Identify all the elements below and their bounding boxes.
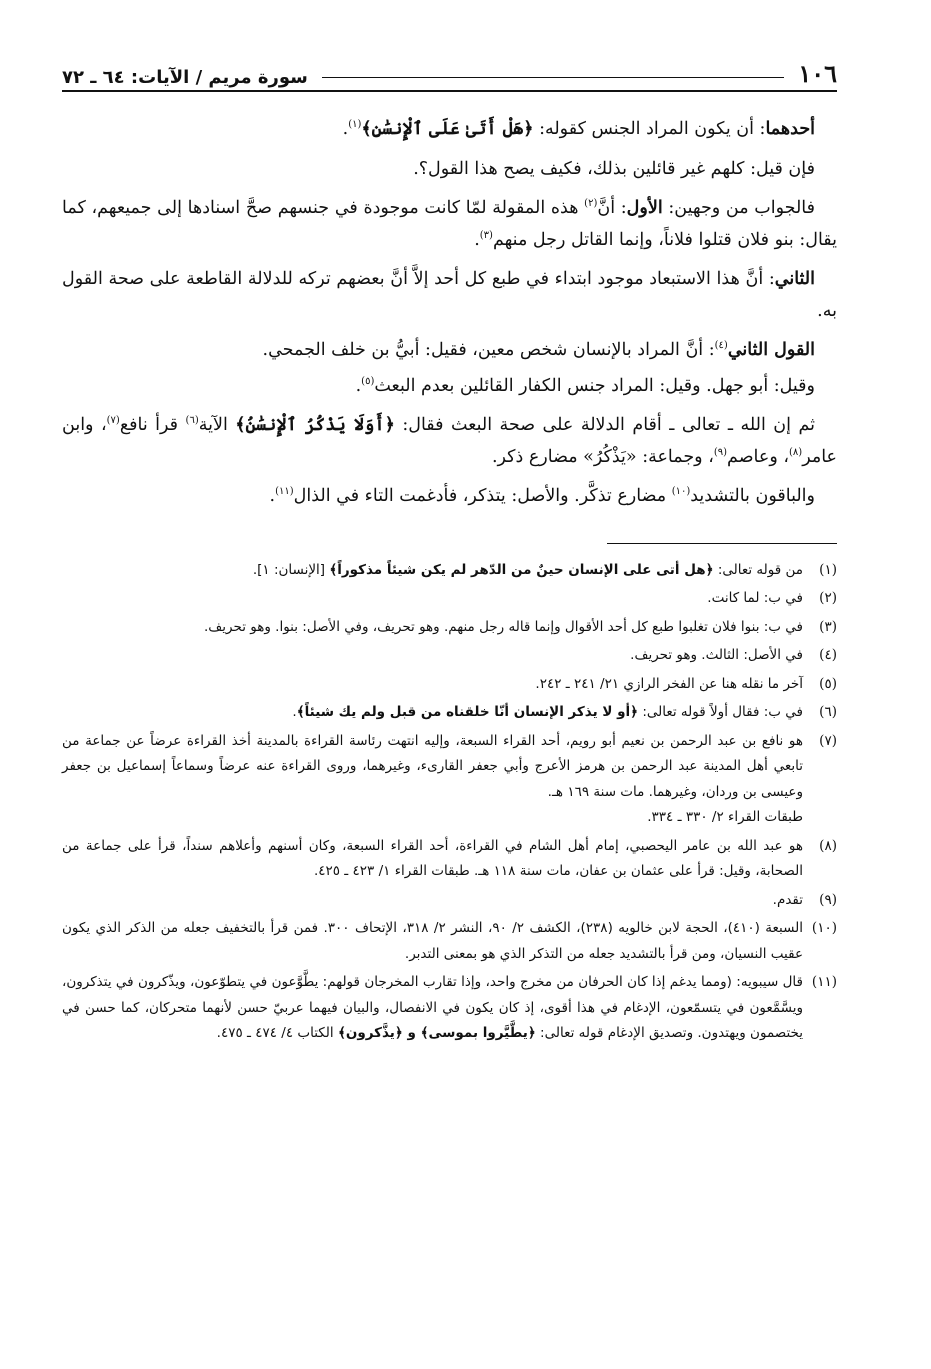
footnote-text	[62, 970, 803, 1047]
footnote-mark: (٣)	[819, 618, 837, 635]
footnote-ref: (٥)	[361, 375, 375, 387]
text-run: ، وعاصم	[727, 446, 789, 467]
paragraph	[62, 335, 837, 367]
text-run: قال سيبويه: (ومما يدغم إذا كان الحرفان من مخرج واحد، وإذا تقارب المخرجان قولهم: يطَّوَّعون في يتطوّعون، ويذّكرون في يتذكرون، ويسَّمَّعون في يتسمّعون، الإدغام في هذا أقوى، إذ كان يكون في الانفصال، والبيان فيهما عربيّ حسن لأنهما متحركان، كما حسن في يختصمون ويهتدون. وتصديق الإدغام قوله تعالى:	[62, 974, 803, 1041]
footnote-mark: (٢)	[819, 590, 837, 606]
text-run: فإن قيل: كلهم غير قائلين بذلك، فكيف يصح هذا القول؟.	[413, 158, 815, 179]
header-rule	[322, 77, 784, 78]
footnote	[62, 615, 837, 641]
text-run: .	[342, 119, 349, 139]
footnote-text: تقدم.	[772, 891, 803, 908]
footnote	[62, 970, 837, 1047]
paragraph	[62, 193, 837, 256]
text-run: : أنَّ المراد بالإنسان شخص معين، فقيل: أبيُّ بن خلف الجمحي.	[262, 340, 715, 360]
footnote-ref: (٨)	[789, 446, 803, 458]
main-text	[62, 114, 837, 513]
footnote-ref: (٧)	[106, 415, 120, 427]
footnote-mark: (٦)	[819, 704, 837, 720]
footnote-text: في الأصل: الثالث. وهو تحريف.	[630, 647, 803, 663]
text-run: ثم إن الله ـ تعالى ـ أقام الدلالة على صحة البعث فقال:	[394, 415, 815, 435]
footnote-ref: (٢)	[584, 198, 598, 210]
footnote	[62, 672, 837, 698]
text-run: .	[269, 486, 276, 506]
footnote-text	[62, 558, 803, 584]
footnote-text: هو عبد الله بن عامر اليحصبي، إمام أهل الشام في القراءة، أحد القراء السبعة، وكان أسنهم وأعلاهم سنداً، قرأ على جماعة من الصحابة، وقيل: قرأ على عثمان بن عفان، مات سنة ١١٨ هـ. طبقات القراء ١/ ٤٢٣ ـ ٤٢٥.	[62, 837, 803, 879]
paragraph	[62, 481, 837, 513]
footnote-ref: (١١)	[275, 486, 294, 498]
text-run: ، وجماعة: «يَذْكُرُ» مضارع ذكر.	[491, 446, 714, 467]
footnote-ref: (٤)	[714, 340, 728, 352]
footnote	[62, 888, 837, 914]
footnote-ref: (١٠)	[671, 486, 691, 498]
keyword: أحدهما	[765, 119, 815, 139]
text-run: هذه المقولة لمّا كانت موجودة في جنسهم صحَّ اسنادها إلى جميعهم، كما يقال: بنو فلان قتلوا فلاناً، وإنما القاتل رجل منهم	[62, 198, 837, 250]
text-run: من قوله تعالى:	[713, 561, 803, 578]
footnote	[62, 700, 837, 726]
text-run: .	[355, 375, 362, 396]
keyword: الثاني	[774, 269, 815, 289]
text-run: .	[474, 229, 480, 250]
footnote	[62, 643, 837, 669]
text-run: : أنَّ هذا الاستبعاد موجود ابتداء في طبع كل أحد إلاَّ أنَّ بعضهم تركه للدلالة القاطعة على صحة القول به.	[62, 269, 837, 321]
footnote-mark: (٧)	[819, 732, 837, 749]
footnote	[62, 729, 837, 831]
book-page	[62, 52, 837, 1050]
text-run: : أنَّ	[597, 198, 627, 218]
text-run: الآية	[198, 415, 236, 435]
page-number: ١٠٦	[798, 59, 837, 88]
page-header	[62, 52, 837, 92]
footnote-mark: (٩)	[819, 891, 837, 908]
footnote	[62, 916, 837, 967]
running-title: سورة مريم / الآيات: ٦٤ ـ ٧٢	[62, 67, 308, 88]
footnote-text	[62, 700, 803, 726]
text-run: هو نافع بن عبد الرحمن بن نعيم أبو رويم، أحد القراء السبعة، وإليه انتهت رئاسة القراءة بالمدينة أخذ القراءة عرضاً عن جماعة من تابعي أهل المدينة عبد الرحمن بن هرمز الأعرج وأبي جعفر القارىء، وغيرهما، وروى القراءة عنه عرضاً وسماعاً إسماعيل بن جعفر وعيسى بن وردان، وغيرهما. مات سنة ١٦٩ هـ.	[62, 732, 803, 800]
text-run: فالجواب من وجهين:	[662, 198, 816, 218]
paragraph	[62, 264, 837, 327]
footnote-separator	[607, 543, 837, 544]
footnote	[62, 558, 837, 584]
footnotes	[62, 558, 837, 1047]
footnote	[62, 586, 837, 612]
text-run: مضارع تذكَّر. والأصل: يتذكر، فأدغمت التاء في الذال	[293, 486, 672, 506]
footnote-mark: (١)	[819, 561, 837, 578]
footnote-mark: (١١)	[811, 974, 837, 990]
text-run: قرأ نافع	[119, 415, 186, 435]
text-run: الكتاب ٤/ ٤٧٤ ـ ٤٧٥.	[216, 1025, 338, 1041]
footnote-text: في ب: بنوا فلان تغلبوا طبع كل أحد الأقوال وإنما قاله رجل منهم. وهو تحريف، وفي الأصل: بنوا. وهو تحريف.	[204, 618, 803, 635]
text-run: وقيل: أبو جهل. وقيل: المراد جنس الكفار القائلين بعدم البعث	[374, 375, 815, 396]
footnote-mark: (٨)	[819, 837, 837, 854]
paragraph	[62, 371, 837, 403]
text-run: والباقون بالتشديد	[690, 486, 815, 506]
footnote	[62, 834, 837, 885]
footnote-text: في ب: لما كانت.	[707, 590, 803, 606]
footnote-mark: (١٠)	[811, 920, 837, 936]
footnote-text	[62, 729, 803, 831]
quran-verse: ﴿أَوَلَا يَذْكُرُ ٱلْإِنسَٰنُ﴾	[235, 415, 395, 435]
footnote-text: آخر ما نقله هنا عن الفخر الرازي ٢١/ ٢٤١ ـ ٢٤٢.	[535, 675, 803, 692]
keyword: الأول	[626, 198, 663, 218]
text-run: : أن يكون المراد الجنس كقوله:	[533, 119, 766, 139]
footnote-ref: (٦)	[185, 415, 199, 427]
quran-verse: ﴿هَلْ أَتَىٰ عَلَى ٱلْإِنسَٰنِ﴾	[361, 119, 534, 139]
footnote-mark: (٤)	[819, 647, 837, 663]
quran-verse: ﴿هل أتى على الإنسان حينٌ من الدّهر لم يكن شيئاً مذكوراً﴾	[329, 561, 714, 578]
quran-verse: ﴿يطَّيَّروا بموسى﴾ و ﴿يذَّكرون﴾	[337, 1025, 536, 1041]
quran-verse: ﴿أو لا يذكر الإنسان أنّا خلقناه من قبل ولم يك شيئاً﴾	[296, 704, 639, 720]
footnote-ref: (١)	[348, 119, 362, 131]
text-run: طبقات القراء ٢/ ٣٣٠ ـ ٣٣٤.	[647, 809, 803, 825]
text-run: في ب: فقال أولاً قوله تعالى:	[638, 704, 803, 720]
keyword: القول الثاني	[727, 340, 815, 360]
footnote-ref: (٣)	[479, 229, 493, 241]
paragraph	[62, 410, 837, 473]
paragraph	[62, 154, 837, 186]
footnote-text: السبعة (٤١٠)، الحجة لابن خالويه (٢٣٨)، الكشف ٢/ ٩٠، النشر ٢/ ٣١٨، الإتحاف ٣٠٠. فمن قرأ بالتخفيف جعله من الذكر الذي يكون عقيب النسيان، ومن قرأ بالتشديد جعله من التذكر الذي هو بمعنى التدبر.	[62, 920, 804, 962]
text-run: ، وابن عامر	[62, 415, 837, 467]
footnote-mark: (٥)	[819, 675, 837, 692]
text-run: .	[292, 704, 297, 720]
paragraph	[62, 114, 837, 146]
text-run: [الإنسان: ١].	[252, 561, 330, 578]
footnote-ref: (٩)	[713, 446, 728, 458]
